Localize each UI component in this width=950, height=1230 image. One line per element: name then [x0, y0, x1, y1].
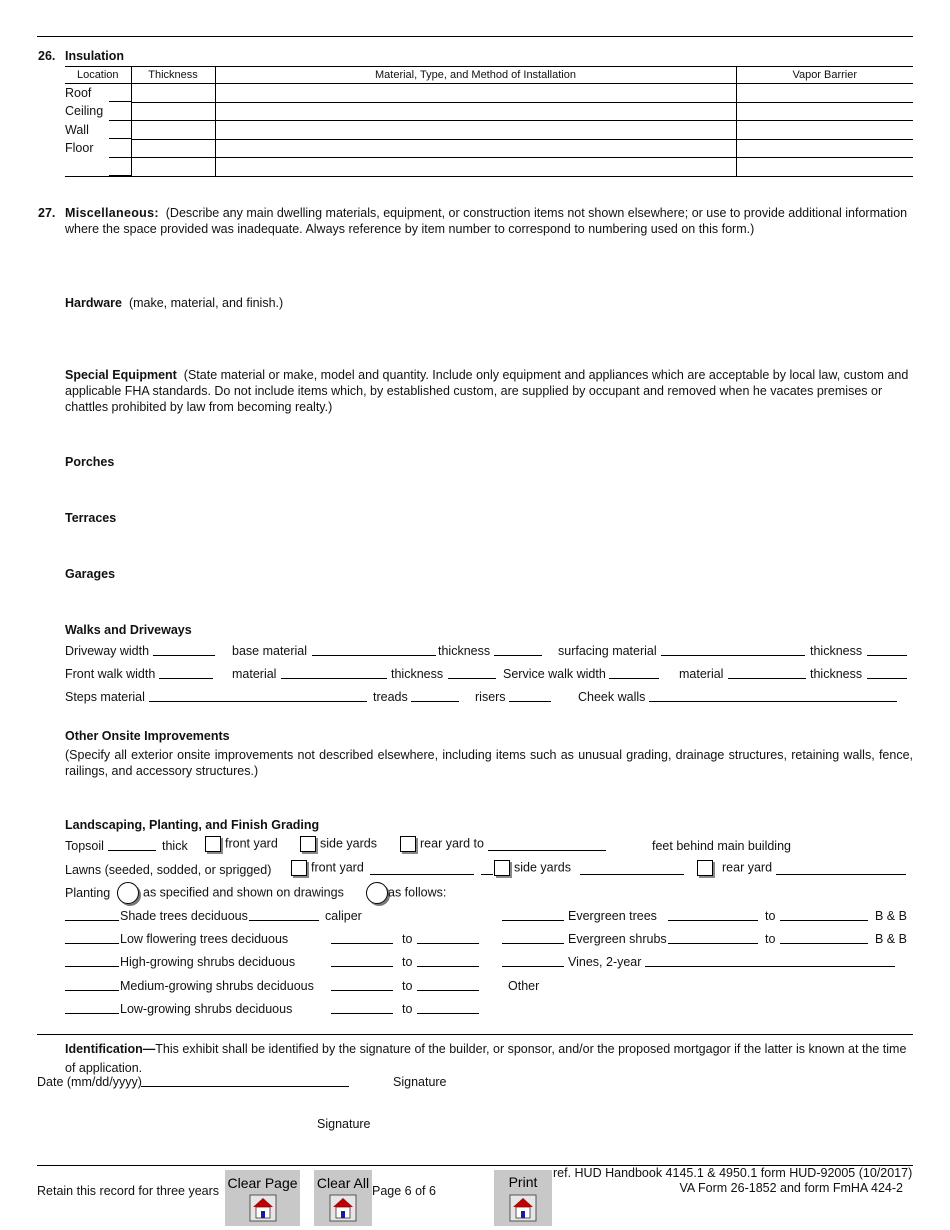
row-label: Wall — [65, 122, 89, 137]
thickness-label: thickness — [810, 644, 863, 658]
vapor-field[interactable] — [736, 84, 913, 103]
table-row — [65, 84, 913, 103]
evergreen-shrubs-from[interactable] — [668, 932, 758, 944]
front-walk-width-field[interactable] — [159, 667, 213, 679]
surfacing-material-field[interactable] — [661, 644, 805, 656]
risers-field[interactable] — [509, 690, 551, 702]
evergreen-trees-label: Evergreen trees — [568, 909, 657, 923]
section-27-number: 27. — [38, 206, 56, 220]
caliper-label: caliper — [325, 909, 362, 923]
checkbox[interactable] — [494, 860, 510, 876]
option-label: as follows: — [388, 885, 447, 900]
service-walk-width-label: Service walk width — [503, 667, 606, 681]
vapor-field[interactable] — [736, 158, 913, 177]
high-shrubs-from[interactable] — [331, 955, 393, 967]
lawns-rear-yard-field[interactable] — [776, 863, 906, 875]
steps-material-field[interactable] — [149, 690, 367, 702]
service-walk-width-field[interactable] — [609, 667, 659, 679]
medium-shrubs-to[interactable] — [417, 979, 479, 991]
option-label: rear yard — [722, 860, 773, 875]
table-row — [65, 139, 913, 158]
clear-all-label: Clear All — [316, 1175, 370, 1191]
topsoil-rear-yard-option[interactable] — [400, 836, 484, 852]
table-row — [65, 121, 913, 140]
top-rule — [37, 36, 913, 37]
identification-title: Identification— — [65, 1042, 156, 1056]
evergreen-shrubs-qty[interactable] — [502, 932, 564, 944]
option-label: as specified and shown on drawings — [143, 885, 344, 900]
vapor-field[interactable] — [736, 139, 913, 158]
medium-shrubs-qty[interactable] — [65, 979, 119, 991]
lawns-label: Lawns (seeded, sodded, or sprigged) — [65, 863, 272, 877]
thickness-field[interactable] — [131, 102, 215, 121]
to-label: to — [765, 932, 776, 946]
steps-material-label: Steps material — [65, 690, 145, 704]
medium-shrubs-label: Medium-growing shrubs deciduous — [120, 979, 314, 993]
hardware-title: Hardware — [65, 296, 122, 310]
evergreen-trees-to[interactable] — [780, 909, 868, 921]
section-26-title: Insulation — [65, 49, 125, 63]
row-label: Floor — [65, 141, 94, 156]
driveway-width-label: Driveway width — [65, 644, 150, 658]
option-label: front yard — [311, 860, 364, 875]
to-label: to — [402, 932, 413, 946]
porches-label: Porches — [65, 455, 115, 469]
topsoil-label: Topsoil — [65, 839, 104, 853]
misc-block — [65, 205, 913, 237]
shade-trees-qty[interactable] — [65, 909, 119, 921]
table-row — [65, 158, 913, 177]
print-button[interactable] — [494, 1170, 552, 1226]
thickness-label: thickness — [391, 667, 444, 681]
material-field[interactable] — [215, 102, 736, 121]
low-flowering-from[interactable] — [331, 932, 393, 944]
planting-label: Planting — [65, 886, 111, 900]
rear-yard-distance-field[interactable] — [488, 839, 606, 851]
service-walk-material-field[interactable] — [728, 667, 806, 679]
bb-label: B & B — [875, 932, 907, 946]
low-flowering-label: Low flowering trees deciduous — [120, 932, 289, 946]
planting-as-specified-option[interactable] — [117, 882, 344, 904]
home-icon — [509, 1194, 537, 1222]
high-shrubs-label: High-growing shrubs deciduous — [120, 955, 296, 969]
base-material-field[interactable] — [312, 644, 436, 656]
treads-field[interactable] — [411, 690, 459, 702]
low-shrubs-from[interactable] — [331, 1002, 393, 1014]
risers-label: risers — [475, 690, 506, 704]
surfacing-material-label: surfacing material — [558, 644, 657, 658]
header-location: Location — [65, 67, 131, 84]
medium-shrubs-from[interactable] — [331, 979, 393, 991]
vapor-field[interactable] — [736, 102, 913, 121]
radio[interactable] — [366, 882, 388, 904]
vapor-field[interactable] — [736, 121, 913, 140]
thickness-label: thickness — [810, 667, 863, 681]
topsoil-side-yards-option[interactable] — [300, 836, 377, 852]
evergreen-shrubs-label: Evergreen shrubs — [568, 932, 667, 946]
checkbox[interactable] — [291, 860, 307, 876]
material-field[interactable] — [215, 84, 736, 103]
home-icon — [249, 1194, 277, 1222]
header-vapor-barrier: Vapor Barrier — [736, 67, 913, 84]
vines-field[interactable] — [645, 955, 895, 967]
date-field[interactable] — [141, 1075, 349, 1087]
lawns-front-yard-field[interactable] — [370, 863, 474, 875]
vines-label: Vines, 2-year — [568, 955, 642, 969]
checkbox[interactable] — [697, 860, 713, 876]
identification-block — [65, 1040, 913, 1078]
clear-all-button[interactable] — [314, 1170, 372, 1226]
signature-1-label: Signature — [393, 1075, 447, 1089]
special-equipment-block — [65, 367, 913, 415]
low-shrubs-label: Low-growing shrubs deciduous — [120, 1002, 293, 1016]
material-label: material — [679, 667, 724, 681]
to-label: to — [765, 909, 776, 923]
material-label: material — [232, 667, 277, 681]
option-label: front yard — [225, 836, 278, 851]
low-shrubs-qty[interactable] — [65, 1002, 119, 1014]
thickness-field[interactable] — [131, 84, 215, 103]
onsite-title: Other Onsite Improvements — [65, 729, 230, 743]
insulation-table — [65, 66, 913, 177]
shade-trees-size[interactable] — [249, 909, 319, 921]
base-material-label: base material — [232, 644, 308, 658]
row-label: Ceiling — [65, 104, 104, 119]
lawns-side-yards-field[interactable] — [580, 863, 684, 875]
high-shrubs-qty[interactable] — [65, 955, 119, 967]
driveway-thickness-field[interactable] — [494, 644, 542, 656]
thickness-field[interactable] — [131, 139, 215, 158]
signature-2-label: Signature — [317, 1117, 371, 1131]
evergreen-trees-qty[interactable] — [502, 909, 564, 921]
front-walk-thickness-field[interactable] — [448, 667, 496, 679]
special-desc: (State material or make, model and quantity. Include only equipment and appliances which are acceptable by local law, custom and applicable FHA standards. Do not include items which, by established custom, are supplied by occupant and removed when he vacates premises or chattles prohibited by law from becoming realty.) — [65, 368, 909, 414]
topsoil-field[interactable] — [108, 839, 156, 851]
header-material: Material, Type, and Method of Installation — [215, 67, 736, 84]
shade-trees-label: Shade trees deciduous — [120, 909, 248, 923]
other-label: Other — [508, 979, 540, 993]
table-row — [65, 102, 913, 121]
to-label: to — [402, 1002, 413, 1016]
front-walk-width-label: Front walk width — [65, 667, 156, 681]
radio[interactable] — [117, 882, 139, 904]
checkbox[interactable] — [205, 836, 221, 852]
form-reference: VA Form 26-1852 and form FmHA 424-2 — [679, 1181, 903, 1195]
lawns-rear-yard-option[interactable] — [697, 860, 772, 876]
identification-text: This exhibit shall be identified by the signature of the builder, or sponsor, and/or the proposed mortgagor if the latter is known at the time of application. — [65, 1042, 907, 1075]
landscaping-title: Landscaping, Planting, and Finish Grading — [65, 818, 320, 832]
service-walk-thickness-field[interactable] — [867, 667, 907, 679]
low-flowering-to[interactable] — [417, 932, 479, 944]
row-label: Roof — [65, 86, 92, 100]
option-label: side yards — [514, 860, 571, 875]
treads-label: treads — [373, 690, 408, 704]
page-number: Page 6 of 6 — [372, 1184, 436, 1198]
driveway-width-field[interactable] — [153, 644, 215, 656]
cheek-walls-field[interactable] — [649, 690, 897, 702]
section-26-number: 26. — [38, 49, 56, 63]
thickness-label: thickness — [438, 644, 491, 658]
low-flowering-qty[interactable] — [65, 932, 119, 944]
front-walk-material-field[interactable] — [281, 667, 387, 679]
header-thickness: Thickness — [131, 67, 215, 84]
checkbox[interactable] — [300, 836, 316, 852]
thickness-field[interactable] — [131, 158, 215, 177]
misc-title: Miscellaneous: — [65, 206, 159, 220]
walks-title: Walks and Driveways — [65, 623, 192, 637]
feet-behind-label: feet behind main building — [652, 839, 791, 853]
surfacing-thickness-field[interactable] — [867, 644, 907, 656]
option-label: side yards — [320, 836, 377, 851]
clear-page-label: Clear Page — [227, 1175, 298, 1191]
vines-qty[interactable] — [502, 955, 564, 967]
misc-desc: (Describe any main dwelling materials, equipment, or construction items not shown elsewhere; or use to provide additional information where the space provided was inadequate. Always reference by item number to correspond to numbering used on this form.) — [65, 206, 908, 236]
cheek-walls-label: Cheek walls — [578, 690, 646, 704]
garages-label: Garages — [65, 567, 116, 581]
special-title: Special Equipment — [65, 368, 177, 382]
lawns-side-yards-option[interactable] — [494, 860, 571, 876]
to-label: to — [402, 955, 413, 969]
lawns-front-yard-option[interactable] — [291, 860, 364, 876]
high-shrubs-to[interactable] — [417, 955, 479, 967]
terraces-label: Terraces — [65, 511, 117, 525]
date-label: Date (mm/dd/yyyy) — [37, 1075, 142, 1089]
handbook-reference: ref. HUD Handbook 4145.1 & 4950.1 form HUD-92005 (10/2017) — [553, 1166, 913, 1180]
material-field[interactable] — [215, 158, 736, 177]
onsite-desc: (Specify all exterior onsite improvements not described elsewhere, including items such as unusual grading, drainage structures, retaining walls, fence, railings, and accessory structures.) — [65, 748, 913, 778]
evergreen-shrubs-to[interactable] — [780, 932, 868, 944]
material-field[interactable] — [215, 139, 736, 158]
evergreen-trees-from[interactable] — [668, 909, 758, 921]
thickness-field[interactable] — [131, 121, 215, 140]
thick-label: thick — [162, 839, 188, 853]
option-label: rear yard to — [420, 836, 484, 851]
separator-line — [481, 863, 493, 875]
hardware-block — [65, 296, 283, 310]
home-icon — [329, 1194, 357, 1222]
topsoil-front-yard-option[interactable] — [205, 836, 278, 852]
print-label: Print — [508, 1174, 538, 1190]
material-field[interactable] — [215, 121, 736, 140]
low-shrubs-to[interactable] — [417, 1002, 479, 1014]
planting-as-follows-option[interactable] — [366, 882, 446, 904]
bb-label: B & B — [875, 909, 907, 923]
checkbox[interactable] — [400, 836, 416, 852]
hardware-desc: (make, material, and finish.) — [128, 296, 284, 310]
retain-notice: Retain this record for three years — [37, 1184, 220, 1198]
identification-rule — [37, 1034, 913, 1035]
to-label: to — [402, 979, 413, 993]
clear-page-button[interactable] — [225, 1170, 300, 1226]
